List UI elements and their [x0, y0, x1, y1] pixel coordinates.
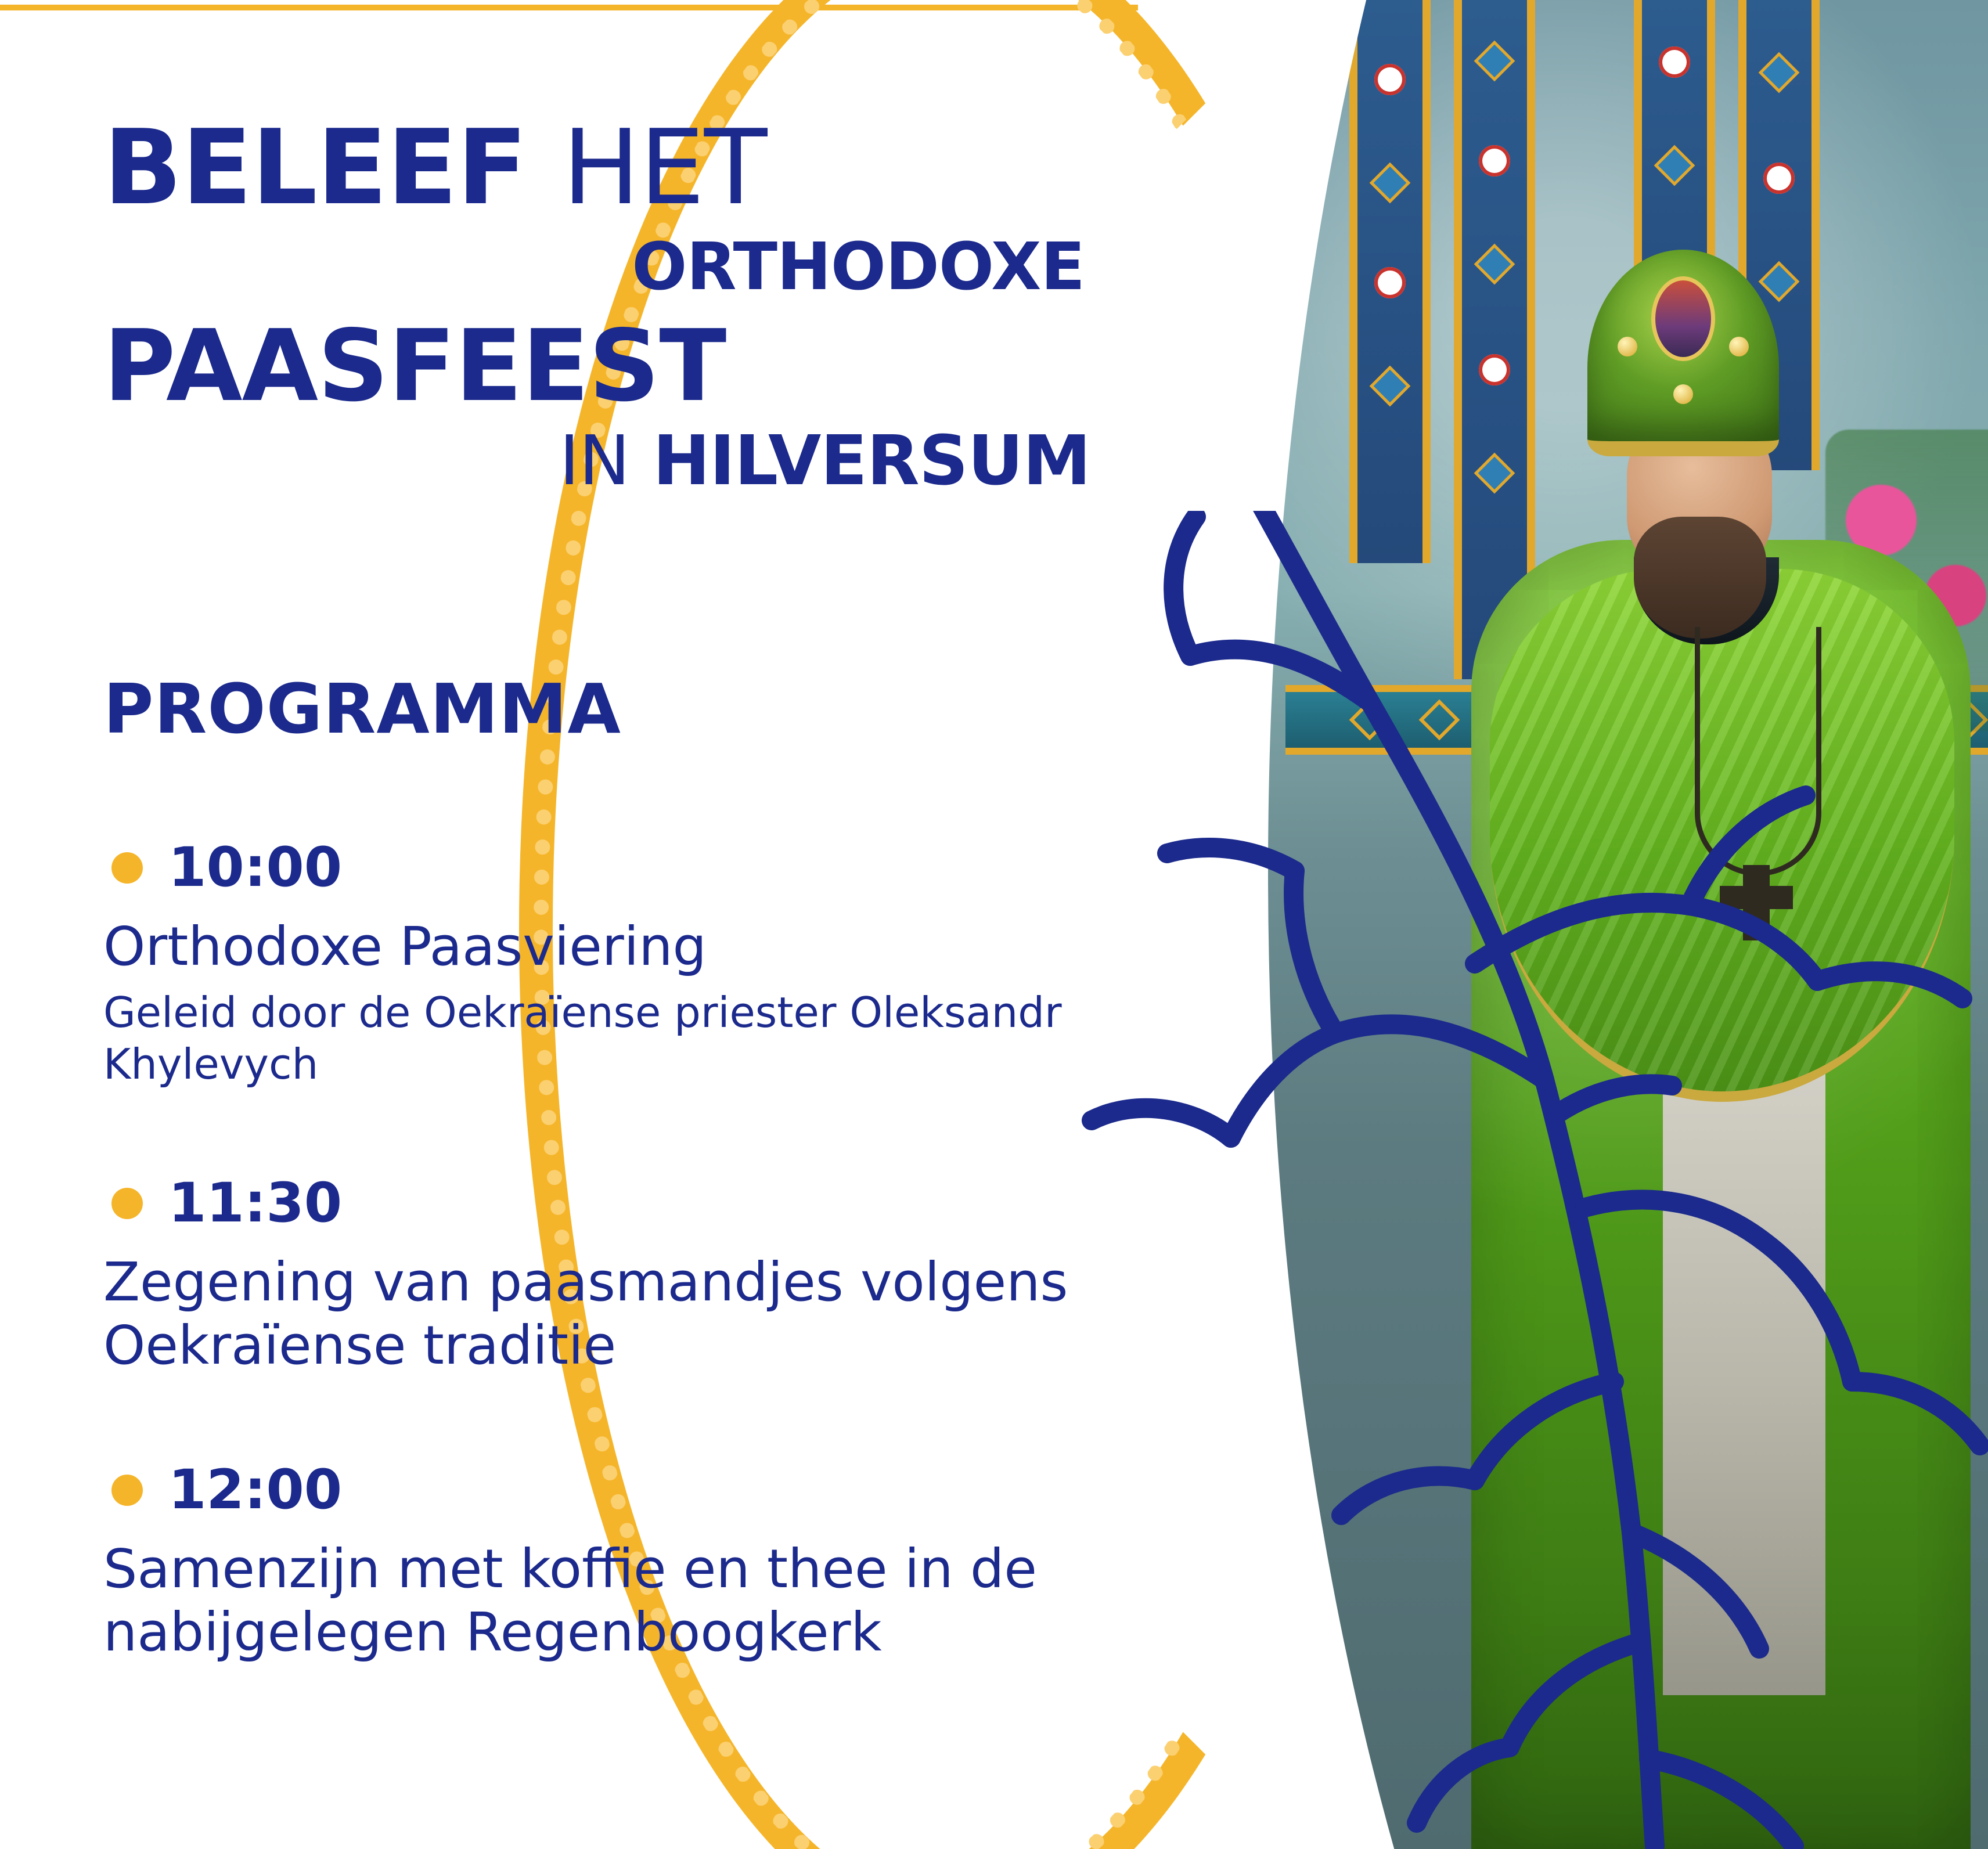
priest-figure [1262, 0, 1988, 1849]
priest-photo [1262, 0, 1988, 1849]
headline-line-1 [103, 107, 1161, 228]
schedule-list [103, 836, 1161, 1664]
section-title-programma: PROGRAMMA [103, 669, 621, 749]
schedule-time: 11:30 [168, 1172, 343, 1235]
priest-beard [1634, 517, 1766, 639]
schedule-time: 12:00 [168, 1458, 343, 1522]
headline-line-3: PAASFEEST [103, 309, 726, 424]
schedule-item [103, 836, 1161, 1090]
schedule-time: 10:00 [168, 836, 343, 899]
schedule-time-row [111, 1172, 1161, 1235]
headline-het: HET [562, 107, 767, 228]
schedule-subtitle: Geleid door de Oekraïense priester Oleksandr Khylevych [103, 987, 1062, 1089]
schedule-time-row [111, 836, 1161, 899]
schedule-time-row [111, 1458, 1161, 1522]
inner-robe [1663, 999, 1825, 1695]
headline-line-4 [103, 420, 1090, 500]
schedule-title: Zegening van paasmandjes volgens Oekraïense traditie [103, 1251, 1068, 1376]
schedule-title: Orthodoxe Paasviering [103, 916, 707, 978]
headline-in: IN [559, 420, 630, 500]
headline-beleef: BELEEF [103, 107, 527, 228]
bullet-dot-icon [111, 852, 143, 884]
headline-line-2: ORTHODOXE [632, 229, 1085, 305]
pectoral-cross-icon [1743, 865, 1770, 940]
bullet-dot-icon [111, 1475, 143, 1506]
schedule-item [103, 1172, 1161, 1377]
chain [1695, 627, 1821, 876]
headline [103, 107, 1161, 500]
schedule-item [103, 1458, 1161, 1664]
bullet-dot-icon [111, 1188, 143, 1219]
schedule-title: Samenzijn met koffie en thee in de nabijgelegen Regenboogkerk [103, 1538, 1037, 1663]
mitre-icon [1587, 250, 1779, 456]
headline-hilversum: HILVERSUM [653, 420, 1090, 500]
